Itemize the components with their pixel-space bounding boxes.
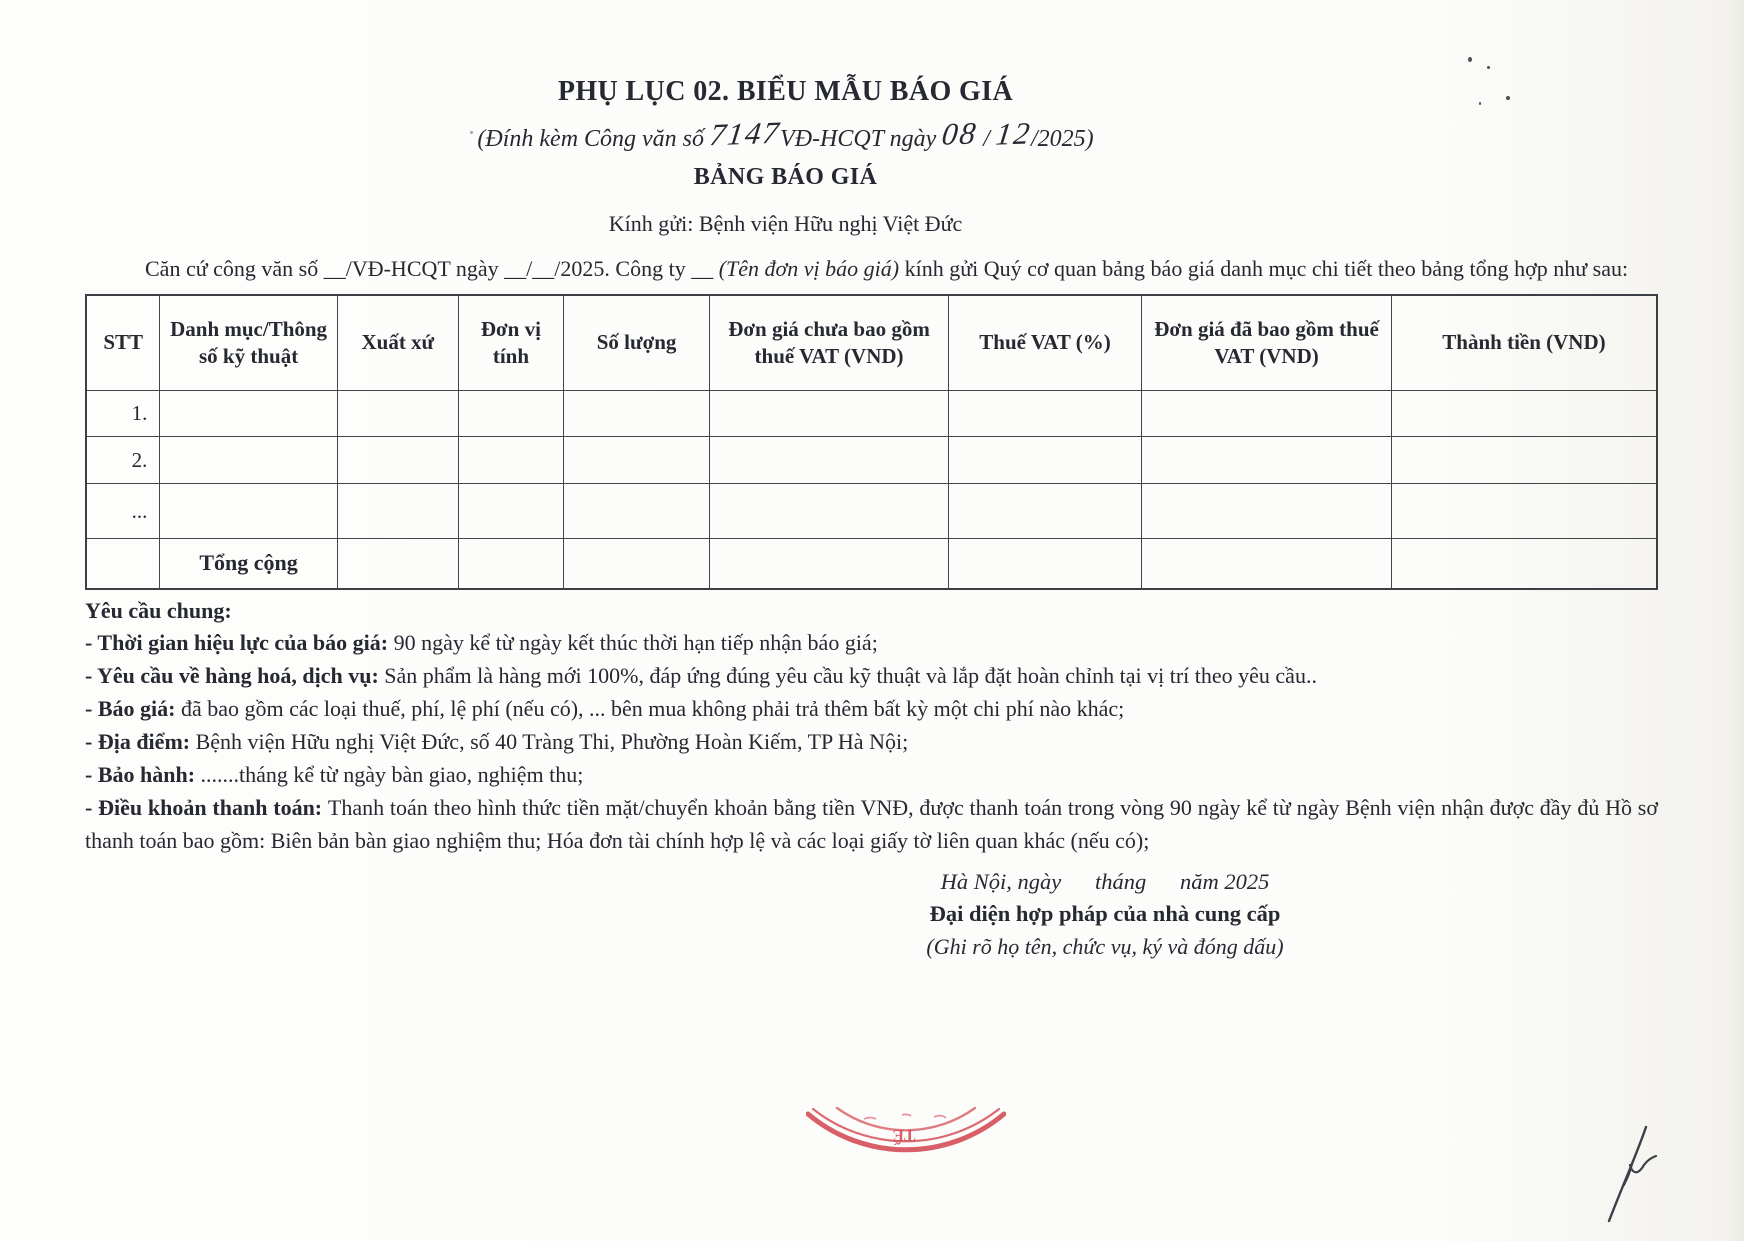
column-header: Danh mục/Thông số kỹ thuật bbox=[160, 295, 338, 391]
table-cell bbox=[1391, 391, 1657, 437]
table-cell bbox=[948, 437, 1141, 484]
intro-paragraph bbox=[85, 253, 1658, 284]
stamp-text-fragment bbox=[902, 1114, 911, 1116]
table-cell bbox=[337, 539, 458, 589]
quote-table-header-row bbox=[86, 295, 1657, 391]
signer-note: (Ghi rõ họ tên, chức vụ, ký và đóng dấu) bbox=[926, 934, 1284, 960]
table-row bbox=[86, 539, 1657, 589]
general-requirements-heading: Yêu cầu chung: bbox=[85, 597, 232, 623]
scan-speck bbox=[1487, 66, 1490, 69]
quote-table-body bbox=[86, 391, 1657, 589]
table-cell bbox=[337, 484, 458, 539]
signature-stroke bbox=[1609, 1127, 1646, 1221]
column-header: Xuất xứ bbox=[337, 295, 458, 391]
table-cell bbox=[564, 484, 710, 539]
intro-text-start: Căn cứ công văn số __/VĐ-HCQT ngày __/__/2025. Công ty __ bbox=[145, 256, 719, 281]
table-cell bbox=[160, 391, 338, 437]
requirement-text: .......tháng kể từ ngày bàn giao, nghiệm thu; bbox=[200, 761, 584, 787]
requirement-item bbox=[85, 626, 1658, 659]
column-header: Số lượng bbox=[564, 295, 710, 391]
table-cell bbox=[1142, 484, 1392, 539]
salutation: Kính gửi: Bệnh viện Hữu nghị Việt Đức bbox=[608, 211, 963, 236]
signer-role: Đại diện hợp pháp của nhà cung cấp bbox=[929, 901, 1281, 927]
signature-block bbox=[805, 865, 1405, 963]
quote-title: BẢNG BÁO GIÁ bbox=[693, 164, 878, 190]
table-cell bbox=[1391, 539, 1657, 589]
appendix-title: PHỤ LỤC 02. BIỂU MẪU BÁO GIÁ bbox=[557, 76, 1014, 107]
table-cell bbox=[1142, 391, 1392, 437]
document-content bbox=[85, 76, 1658, 963]
table-cell bbox=[948, 484, 1141, 539]
requirement-text: Thanh toán theo hình thức tiền mặt/chuyển khoản bằng tiền VNĐ, được thanh toán trong vòng 90 ngày kể từ ngày Bệnh viện nhận được đầy đủ Hồ sơ thanh toán bao gồm: Biên bản bàn giao nghiệm thu; Hóa đơn tài chính hợp lệ và các loại giấy tờ liên quan khác (nếu có); bbox=[85, 794, 1658, 853]
table-cell bbox=[710, 484, 949, 539]
table-cell bbox=[458, 437, 563, 484]
handwritten-doc-number: 7147 bbox=[708, 114, 783, 153]
table-cell bbox=[160, 484, 338, 539]
table-cell: Tổng cộng bbox=[160, 539, 338, 589]
handwritten-day: 08 bbox=[940, 115, 980, 152]
round-stamp bbox=[806, 1106, 1006, 1194]
requirement-item bbox=[85, 659, 1658, 692]
table-cell bbox=[1142, 539, 1392, 589]
table-cell bbox=[710, 539, 949, 589]
signature-place-date: Hà Nội, ngày tháng năm 2025 bbox=[940, 868, 1270, 894]
scan-speck bbox=[1468, 57, 1472, 62]
row-index-cell: 1. bbox=[86, 391, 160, 437]
requirement-label: - Thời gian hiệu lực của báo giá: bbox=[85, 629, 394, 655]
table-cell bbox=[564, 391, 710, 437]
table-cell bbox=[710, 391, 949, 437]
column-header: Thành tiền (VND) bbox=[1391, 295, 1657, 391]
column-header: Thuế VAT (%) bbox=[948, 295, 1141, 391]
requirement-label: - Điều khoản thanh toán: bbox=[85, 794, 328, 820]
requirement-label: - Yêu cầu về hàng hoá, dịch vụ: bbox=[85, 662, 385, 688]
requirement-text: Bệnh viện Hữu nghị Việt Đức, số 40 Tràng Thi, Phường Hoàn Kiếm, TP Hà Nội; bbox=[195, 728, 909, 754]
requirement-label: - Bảo hành: bbox=[85, 761, 201, 787]
requirement-item bbox=[85, 758, 1658, 791]
table-row bbox=[86, 484, 1657, 539]
stamp-text-fragment bbox=[934, 1116, 946, 1118]
handwritten-signature bbox=[1586, 1115, 1668, 1230]
table-cell bbox=[948, 539, 1141, 589]
row-index-cell: 2. bbox=[86, 437, 160, 484]
column-header: Đơn giá đã bao gồm thuế VAT (VND) bbox=[1142, 295, 1392, 391]
requirement-text: Sản phẩm là hàng mới 100%, đáp ứng đúng yêu cầu kỹ thuật và lắp đặt hoàn chỉnh tại vị trí theo yêu cầu.. bbox=[384, 662, 1317, 688]
attachment-note-prefix: (Đính kèm Công văn số bbox=[477, 126, 711, 152]
row-index-cell bbox=[86, 539, 160, 589]
column-header: STT bbox=[86, 295, 160, 391]
table-cell bbox=[710, 437, 949, 484]
row-index-cell: ... bbox=[86, 484, 160, 539]
table-cell bbox=[458, 391, 563, 437]
table-row bbox=[86, 391, 1657, 437]
table-cell bbox=[564, 539, 710, 589]
requirement-label: - Báo giá: bbox=[85, 695, 181, 721]
table-cell bbox=[1391, 484, 1657, 539]
intro-text-end: kính gửi Quý cơ quan bảng báo giá danh mục chi tiết theo bảng tổng hợp như sau: bbox=[899, 256, 1629, 281]
table-cell bbox=[337, 391, 458, 437]
table-cell bbox=[1391, 437, 1657, 484]
requirements-list bbox=[85, 626, 1658, 857]
attachment-note bbox=[0, 114, 1572, 154]
intro-text-italic: (Tên đơn vị báo giá) bbox=[718, 256, 900, 281]
column-header: Đơn vị tính bbox=[458, 295, 563, 391]
signature-stroke bbox=[1624, 1164, 1632, 1185]
requirement-item bbox=[85, 692, 1658, 725]
table-cell bbox=[337, 437, 458, 484]
table-cell bbox=[564, 437, 710, 484]
column-header: Đơn giá chưa bao gồm thuế VAT (VND) bbox=[710, 295, 949, 391]
table-cell bbox=[948, 391, 1141, 437]
handwritten-month: 12 bbox=[994, 115, 1034, 152]
requirement-text: 90 ngày kể từ ngày kết thúc thời hạn tiếp nhận báo giá; bbox=[393, 629, 878, 655]
table-cell bbox=[458, 484, 563, 539]
quote-table bbox=[85, 294, 1658, 590]
table-cell bbox=[458, 539, 563, 589]
requirement-item bbox=[85, 725, 1658, 758]
table-cell bbox=[1142, 437, 1392, 484]
table-cell bbox=[160, 437, 338, 484]
attachment-note-slash: / bbox=[977, 126, 996, 152]
requirement-item bbox=[85, 791, 1658, 857]
requirement-text: đã bao gồm các loại thuế, phí, lệ phí (nếu có), ... bên mua không phải trả thêm bất kỳ một chi phí nào khác; bbox=[180, 695, 1125, 721]
requirement-label: - Địa điểm: bbox=[85, 728, 196, 754]
document-header bbox=[0, 76, 1572, 237]
table-row bbox=[86, 437, 1657, 484]
attachment-note-suffix: /2025) bbox=[1030, 126, 1094, 152]
attachment-note-middle: VĐ-HCQT ngày bbox=[780, 126, 943, 152]
stamp-text-fragment bbox=[864, 1118, 876, 1120]
stamp-text: TẾ bbox=[892, 1126, 916, 1145]
